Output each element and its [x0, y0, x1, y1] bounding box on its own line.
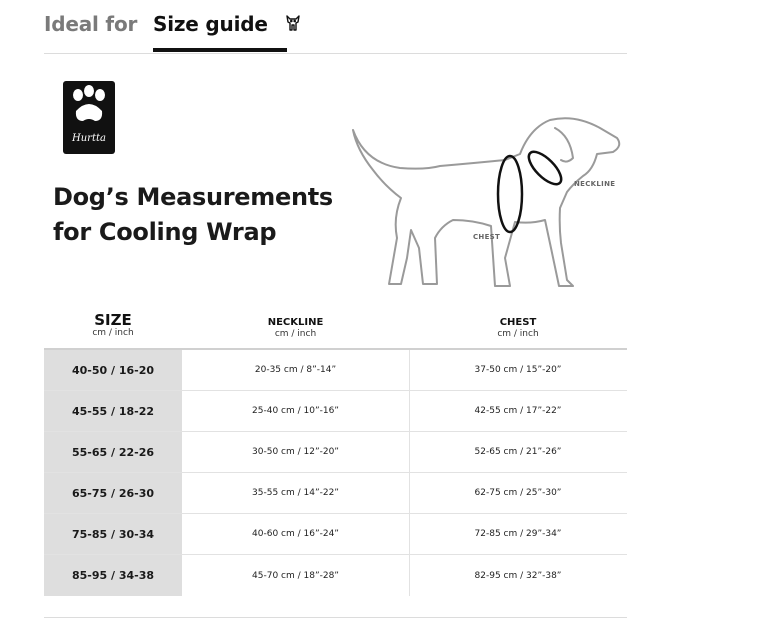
chest-cell: 82-95 cm / 32”-38” — [474, 570, 562, 581]
chest-cell: 62-75 cm / 25”-30” — [474, 488, 562, 498]
title-line-1: Dog’s Measurements — [53, 183, 333, 211]
neckline-cell: 30-50 cm / 12”-20” — [182, 432, 410, 472]
chest-label: CHEST — [473, 233, 501, 241]
table-row — [44, 350, 627, 391]
header-neckline — [182, 317, 409, 339]
size-cell: 45-55 / 18-22 — [44, 391, 182, 431]
tab-size-guide[interactable] — [153, 12, 303, 38]
size-table — [44, 305, 627, 596]
size-cell: 75-85 / 30-34 — [44, 514, 182, 554]
header-chest-unit: cm / inch — [497, 329, 539, 339]
header-size — [44, 312, 182, 338]
page-title — [53, 180, 333, 250]
title-line-2: for Cooling Wrap — [53, 218, 277, 246]
size-cell: 85-95 / 34-38 — [44, 555, 182, 596]
table-row — [44, 514, 627, 555]
neckline-cell: 20-35 cm / 8”-14” — [182, 350, 410, 390]
header-neckline-unit: cm / inch — [274, 329, 317, 339]
table-row — [44, 391, 627, 432]
header-chest-label: CHEST — [499, 317, 537, 328]
chest-measurement-loop — [345, 108, 630, 298]
brand-logo — [63, 81, 115, 154]
active-tab-indicator — [153, 48, 287, 52]
dog-measurement-diagram — [345, 108, 630, 298]
chest-cell: 37-50 cm / 15”-20” — [474, 365, 562, 375]
table-row — [44, 555, 627, 596]
tab-bar — [44, 0, 627, 54]
bottom-divider — [44, 617, 627, 618]
neckline-cell: 40-60 cm / 16”-24” — [182, 514, 410, 554]
neckline-cell: 35-55 cm / 14”-22” — [182, 473, 410, 513]
tab-size-guide-label: Size guide — [153, 12, 268, 36]
table-row — [44, 432, 627, 473]
header-chest — [409, 317, 627, 339]
logo-wordmark: Hurtta — [72, 133, 106, 144]
table-row — [44, 473, 627, 514]
table-header — [44, 305, 627, 350]
paw-icon — [63, 81, 115, 133]
chest-cell: 42-55 cm / 17”-22” — [474, 406, 562, 416]
chest-cell: 52-65 cm / 21”-26” — [474, 447, 562, 457]
neckline-label: NECKLINE — [574, 180, 616, 188]
chest-cell: 72-85 cm / 29”-34” — [474, 529, 562, 539]
size-cell: 40-50 / 16-20 — [44, 350, 182, 390]
header-neckline-label: NECKLINE — [267, 317, 324, 328]
size-cell: 65-75 / 26-30 — [44, 473, 182, 513]
size-cell: 55-65 / 22-26 — [44, 432, 182, 472]
header-size-unit: cm / inch — [92, 328, 134, 338]
dog-icon — [283, 13, 303, 38]
neckline-cell: 25-40 cm / 10”-16” — [182, 391, 410, 431]
tab-ideal-for[interactable]: Ideal for — [44, 12, 138, 36]
header-size-label: SIZE — [94, 311, 132, 329]
neckline-cell: 45-70 cm / 18”-28” — [182, 555, 410, 596]
